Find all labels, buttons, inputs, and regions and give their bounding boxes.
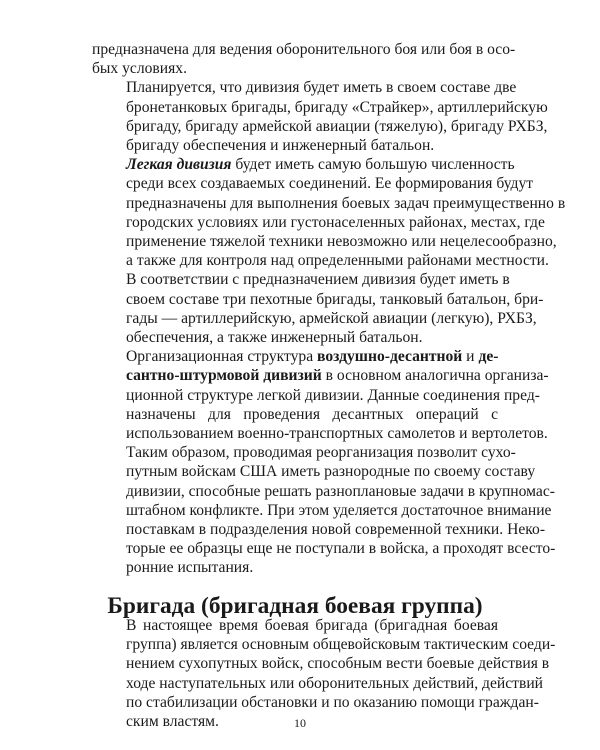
- text-line: путным войскам США иметь разнородные по своему составу: [126, 463, 536, 481]
- text-line: своем составе три пехотные бригады, танковый батальон, бри-: [126, 290, 544, 308]
- text-line: использованием военно-транспортных самолетов и вертолетов.: [126, 425, 548, 443]
- text-fragment: будет иметь самую большую численность: [231, 156, 515, 174]
- text-line: бригаду, бригаду армейской авиации (тяжелую), бригаду РХБЗ,: [126, 117, 548, 135]
- text-line: дивизии, способные решать разноплановые задачи в крупномас-: [126, 482, 555, 500]
- text-line: штабном конфликте. При этом уделяется достаточное внимание: [126, 501, 552, 519]
- text-fragment: и: [462, 348, 479, 366]
- text-line: применение тяжелой техники невозможно или нецелесообразно,: [126, 233, 557, 251]
- page-number: 10: [294, 716, 306, 730]
- text-line: бронетанковых бригады, бригаду «Страйкер», артиллерийскую: [126, 98, 548, 116]
- text-fragment: в основном аналогична организа-: [321, 367, 549, 385]
- text-fragment: Организационная структура: [126, 348, 318, 366]
- text-line: Планируется, что дивизия будет иметь в своем составе две: [126, 79, 517, 97]
- bold-term-airborne: воздушно-десантной: [317, 348, 463, 366]
- text-line: торые ее образцы еще не поступали в войска, а проходят всесто-: [126, 540, 556, 558]
- text-line: ционной структуре легкой дивизии. Данные соединения пред-: [126, 386, 540, 404]
- text-line: поставкам в подразделения новой современной техники. Неко-: [126, 521, 546, 539]
- bold-term-air-assault-part1: де-: [478, 348, 499, 366]
- paragraph-brigade-definition: [92, 616, 556, 731]
- text-line: предназначены для выполнения боевых задач преимущественно в: [126, 194, 566, 212]
- text-line: бригаду обеспечения и инженерный батальон.: [126, 137, 435, 155]
- text-line: назначены для проведения десантных операций с: [126, 405, 498, 423]
- bold-term-air-assault-part2: сантно-штурмовой дивизий: [126, 367, 322, 385]
- text-line: городских условиях или густонаселенных районах, местах, где: [126, 213, 545, 231]
- text-line: [92, 366, 549, 385]
- text-line: ронние испытания.: [126, 559, 254, 577]
- text-line: В соответствии с предназначением дивизия будет иметь в: [126, 271, 510, 289]
- paragraph-division-composition: [92, 78, 548, 155]
- paragraph-continuation: [92, 40, 516, 78]
- text-line: ским властям.: [126, 712, 219, 730]
- text-line: предназначена для ведения оборонительного боя или боя в осо-: [92, 41, 516, 58]
- text-line: В настоящее время боевая бригада (бригадная боевая: [126, 616, 498, 634]
- text-line: [92, 155, 515, 174]
- section-heading: Бригада (бригадная боевая группа): [107, 592, 483, 619]
- paragraph-airborne-divisions: [92, 347, 549, 443]
- paragraph-light-division: [92, 155, 566, 270]
- text-line: гады — артиллерийскую, армейской авиации (легкую), РХБЗ,: [126, 309, 537, 327]
- bold-term-light-division: Легкая дивизия: [126, 156, 232, 174]
- text-line: [92, 347, 498, 366]
- text-line: группа) является основным общевойсковым тактическим соеди-: [126, 636, 556, 654]
- text-line: по стабилизации обстановки и по оказанию помощи граждан-: [126, 693, 539, 711]
- text-line: среди всех создаваемых соединений. Ее формирования будут: [126, 175, 534, 193]
- text-line: ходе наступательных или оборонительных действий, действий: [126, 674, 544, 692]
- paragraph-light-division-composition: [92, 270, 544, 347]
- text-line: обеспечения, а также инженерный батальон.: [126, 329, 423, 347]
- paragraph-reorganization-summary: [92, 443, 556, 577]
- text-line: Таким образом, проводимая реорганизация позволит сухо-: [126, 444, 516, 462]
- text-line: а также для контроля над определенными районами местности.: [126, 252, 549, 270]
- text-body: [92, 40, 566, 731]
- text-line: бых условиях.: [92, 60, 187, 78]
- text-line: нением сухопутных войск, способным вести боевые действия в: [126, 655, 550, 673]
